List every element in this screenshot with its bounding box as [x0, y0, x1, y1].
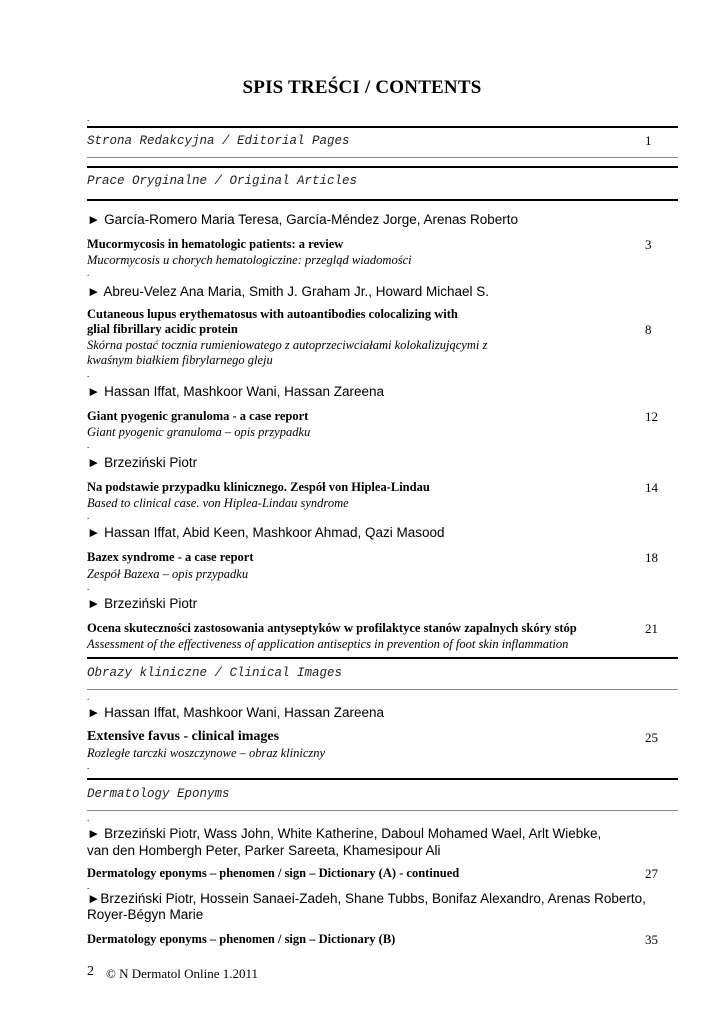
- entry-subtitle: Zespół Bazexa – opis przypadku: [87, 567, 249, 581]
- entry-title: Ocena skuteczności zastosowania antyseptyków w profilaktyce stanów zapalnych skóry stóp: [87, 621, 577, 635]
- divider: [87, 778, 678, 780]
- entry-authors: ►Brzeziński Piotr, Hossein Sanaei-Zadeh, Shane Tubbs, Bonifaz Alexandro, Arenas Roberto,: [87, 891, 646, 906]
- spacer-dot: .: [87, 813, 90, 823]
- spacer-dot: .: [87, 582, 90, 592]
- section-original-label: Prace Oryginalne / Original Articles: [87, 174, 358, 188]
- entry-title: Cutaneous lupus erythematosus with autoantibodies colocalizing with: [87, 307, 458, 321]
- page-title: SPIS TREŚCI / CONTENTS: [242, 77, 482, 98]
- divider: [87, 689, 678, 690]
- entry-authors: ► Hassan Iffat, Mashkoor Wani, Hassan Zareena: [87, 705, 384, 720]
- entry-page: 21: [645, 621, 658, 636]
- entry-title: Extensive favus - clinical images: [87, 729, 280, 744]
- entry-authors: ► Brzeziński Piotr, Wass John, White Katherine, Daboul Mohamed Wael, Arlt Wiebke,: [87, 826, 602, 841]
- divider: [87, 199, 678, 201]
- entry-subtitle: Based to clinical case. von Hiplea-Lindau syndrome: [87, 496, 349, 510]
- entry-page: 35: [645, 932, 658, 947]
- divider: [87, 126, 678, 128]
- entry-page: 18: [645, 550, 658, 565]
- divider: [87, 166, 678, 168]
- entry-title: Dermatology eponyms – phenomen / sign – Dictionary (B): [87, 932, 396, 946]
- footer-page-number: 2: [87, 964, 94, 979]
- section-editorial-label: Strona Redakcyjna / Editorial Pages: [87, 134, 350, 148]
- entry-title: Mucormycosis in hematologic patients: a review: [87, 237, 344, 251]
- entry-subtitle: Skórna postać tocznia rumieniowatego z autoprzeciwciałami kolokalizującymi z: [87, 338, 488, 352]
- divider: [87, 157, 678, 158]
- entry-title: Bazex syndrome - a case report: [87, 550, 254, 564]
- section-eponyms-label: Dermatology Eponyms: [87, 787, 230, 801]
- entry-title: glial fibrillary acidic protein: [87, 322, 238, 336]
- entry-title: Giant pyogenic granuloma - a case report: [87, 409, 309, 423]
- entry-subtitle: Giant pyogenic granuloma – opis przypadku: [87, 425, 311, 439]
- divider: [87, 810, 678, 811]
- entry-authors: Royer-Bégyn Marie: [87, 907, 204, 922]
- entry-title: Dermatology eponyms – phenomen / sign – Dictionary (A) - continued: [87, 866, 460, 880]
- entry-title: Na podstawie przypadku klinicznego. Zespół von Hiplea-Lindau: [87, 480, 430, 494]
- spacer-dot: .: [87, 692, 90, 702]
- entry-subtitle: Assessment of the effectiveness of application antiseptics in prevention of foot skin inflammation: [87, 637, 569, 651]
- entry-authors: ► Brzeziński Piotr: [87, 455, 198, 470]
- section-editorial-page: 1: [645, 133, 652, 148]
- entry-authors: van den Hombergh Peter, Parker Sareeta, Khamesipour Ali: [87, 843, 441, 858]
- entry-page: 8: [645, 322, 652, 337]
- entry-authors: ► Hassan Iffat, Mashkoor Wani, Hassan Zareena: [87, 384, 384, 399]
- spacer-dot: .: [87, 268, 90, 278]
- spacer-dot: .: [87, 881, 90, 891]
- entry-subtitle: Mucormycosis u chorych hematologiczine: przegląd wiadomości: [87, 253, 412, 267]
- entry-page: 25: [645, 730, 658, 745]
- entry-page: 12: [645, 409, 658, 424]
- entry-subtitle: Rozległe tarczki woszczynowe – obraz kliniczny: [87, 746, 326, 760]
- entry-page: 27: [645, 866, 658, 881]
- entry-page: 3: [645, 237, 652, 252]
- spacer-dot: .: [87, 369, 90, 379]
- entry-authors: ► García-Romero Maria Teresa, García-Méndez Jorge, Arenas Roberto: [87, 212, 519, 227]
- entry-authors: ► Hassan Iffat, Abid Keen, Mashkoor Ahmad, Qazi Masood: [87, 525, 445, 540]
- spacer-dot: .: [87, 511, 90, 521]
- spacer-dot: .: [87, 440, 90, 450]
- entry-authors: ► Brzeziński Piotr: [87, 596, 198, 611]
- section-clinical-label: Obrazy kliniczne / Clinical Images: [87, 666, 343, 680]
- divider: [87, 657, 678, 659]
- entry-page: 14: [645, 480, 658, 495]
- spacer-dot: .: [87, 113, 90, 123]
- footer-copyright: © N Dermatol Online 1.2011: [106, 966, 259, 981]
- entry-subtitle: kwaśnym białkiem fibrylarnego gleju: [87, 353, 273, 367]
- entry-authors: ► Abreu-Velez Ana Maria, Smith J. Graham Jr., Howard Michael S.: [87, 284, 490, 299]
- spacer-dot: .: [87, 761, 90, 771]
